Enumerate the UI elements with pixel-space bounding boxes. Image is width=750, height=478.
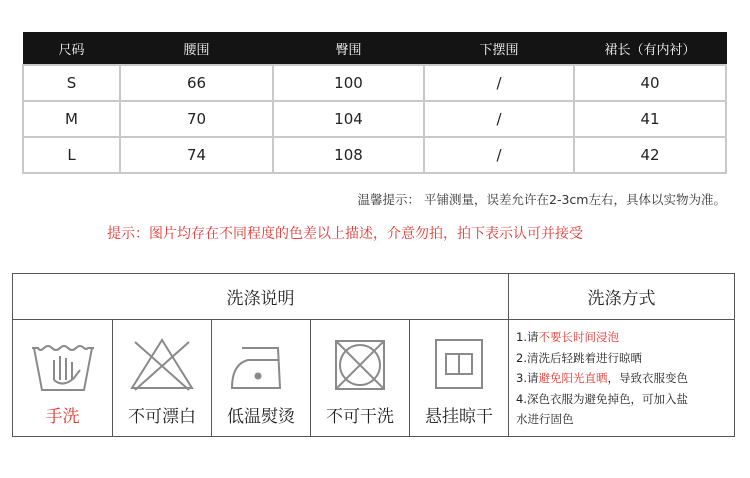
cell-waist: 74: [120, 137, 273, 173]
note-3: 3.请避免阳光直晒，导致衣服变色: [516, 371, 688, 385]
header-hip: 臀围: [273, 33, 424, 66]
washing-notes: [509, 320, 734, 436]
header-size: 尺码: [23, 33, 120, 66]
table-row: [23, 65, 726, 101]
cell-length: 41: [574, 101, 726, 137]
hang-dry-label: 悬挂晾干: [425, 407, 493, 427]
header-hem: 下摆围: [424, 33, 574, 66]
care-symbols-title: 洗涤说明: [13, 274, 509, 320]
cell-hip: 104: [273, 101, 424, 137]
cell-hem: /: [424, 65, 574, 101]
low-iron-label: 低温熨烫: [227, 407, 295, 427]
cell-size: M: [23, 101, 120, 137]
care-symbol-no-dry-clean: [311, 320, 410, 436]
no-dry-clean-label: 不可干洗: [326, 407, 394, 427]
cell-hem: /: [424, 137, 574, 173]
hand-wash-icon: [30, 336, 96, 394]
cell-waist: 66: [120, 65, 273, 101]
care-symbol-hand-wash: [13, 320, 113, 436]
table-row: [23, 137, 726, 173]
hand-wash-label: 手洗: [45, 407, 80, 427]
note-3-warning: 避免阳光直晒: [538, 371, 608, 385]
hang-dry-icon: [426, 336, 492, 394]
cell-hip: 100: [273, 65, 424, 101]
cell-hem: /: [424, 101, 574, 137]
measurement-tip: 温馨提示： 平铺测量，误差允许在2-3cm左右，具体以实物为准。: [357, 192, 726, 207]
care-instructions-table: [12, 273, 735, 437]
cell-length: 42: [574, 137, 726, 173]
cell-waist: 70: [120, 101, 273, 137]
no-bleach-icon: [129, 336, 195, 394]
washing-method-title: 洗涤方式: [509, 274, 734, 320]
table-row: [23, 101, 726, 137]
care-symbol-hang-dry: [410, 320, 509, 436]
note-4: 4.深色衣服为避免掉色，可加入盐 水进行固色: [516, 391, 688, 426]
iron-low-icon: [228, 336, 294, 394]
no-bleach-label: 不可漂白: [128, 407, 196, 427]
header-waist: 腰围: [120, 33, 273, 66]
cell-size: S: [23, 65, 120, 101]
cell-hip: 108: [273, 137, 424, 173]
note-1-warning: 不要长时间浸泡: [538, 330, 619, 344]
note-1: 1.请不要长时间浸泡: [516, 330, 619, 344]
care-symbol-no-bleach: [113, 320, 212, 436]
cell-length: 40: [574, 65, 726, 101]
no-dry-clean-icon: [327, 336, 393, 394]
note-2: 2.清洗后轻跳着进行晾晒: [516, 350, 642, 365]
size-table: [22, 32, 727, 174]
cell-size: L: [23, 137, 120, 173]
color-difference-tip: 提示：图片均存在不同程度的色差以上描述，介意勿拍，拍下表示认可并接受: [107, 226, 583, 242]
care-symbol-low-iron: [212, 320, 311, 436]
header-length: 裙长（有内衬）: [574, 33, 726, 66]
size-table-header-row: [23, 33, 726, 66]
